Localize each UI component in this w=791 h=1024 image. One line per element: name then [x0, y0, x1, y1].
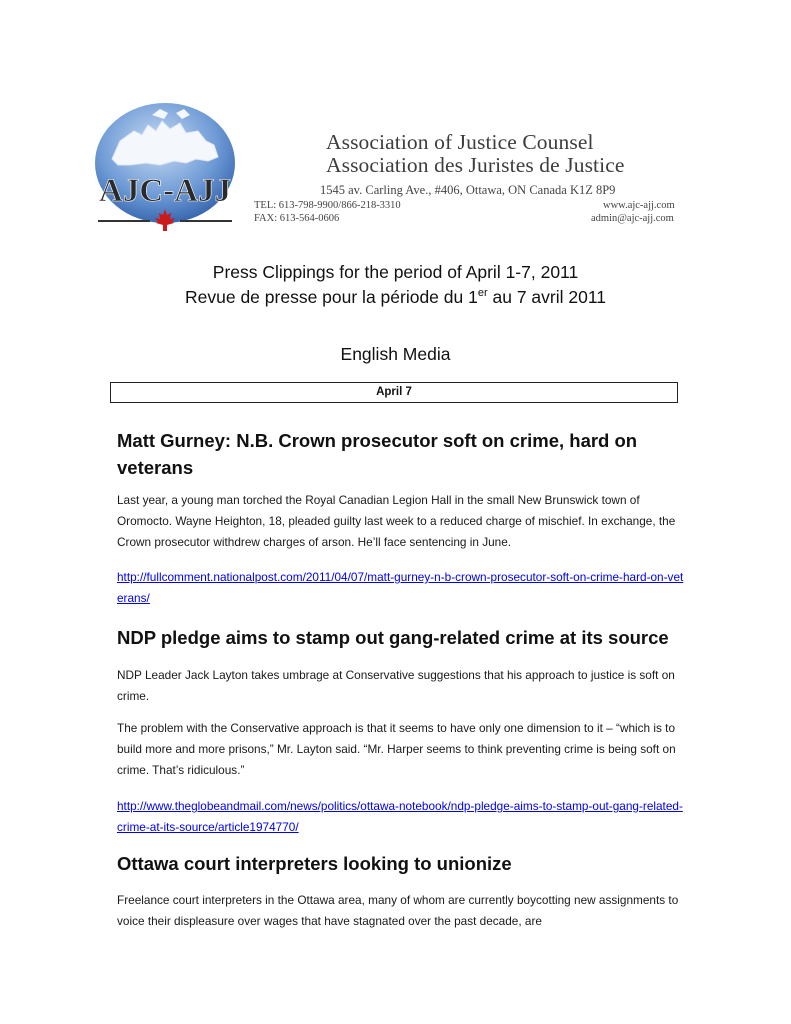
page-title: Press Clippings for the period of April 1-7, 2011: [212, 262, 579, 282]
org-phone: TEL: 613-798-9900/866-218-3310: [254, 200, 401, 211]
article-link[interactable]: http://www.theglobeandmail.com/news/politics/ottawa-notebook/ndp-pledge-aims-to-stamp-out-gang-related-crime-at-its-source/article1974770/: [117, 799, 683, 834]
org-fax: FAX: 613-564-0606: [254, 213, 340, 224]
subtitle-superscript: er: [477, 287, 488, 299]
subtitle-text-end: au 7 avril 2011: [487, 287, 606, 307]
org-name-en: Association of Justice Counsel: [326, 130, 594, 154]
article-paragraph: The problem with the Conservative approach is that it seems to have only one dimension to it – “which is to build more and more prisons,” Mr. Layton said. “Mr. Harper seems to think preventing crime is being soft on crime. That’s ridiculous.”: [117, 721, 676, 777]
article-headline: Ottawa court interpreters looking to unionize: [117, 853, 512, 874]
article-link[interactable]: http://fullcomment.nationalpost.com/2011/04/07/matt-gurney-n-b-crown-prosecutor-soft-on-crime-hard-on-veterans/: [117, 570, 684, 605]
page-subtitle: [0, 287, 791, 308]
org-email[interactable]: admin@ajc-ajj.com: [591, 213, 674, 224]
article-headline: NDP pledge aims to stamp out gang-related crime at its source: [117, 627, 669, 648]
date-banner: April 7: [110, 382, 678, 403]
article-headline: Matt Gurney: N.B. Crown prosecutor soft on crime, hard on veterans: [117, 430, 638, 478]
org-address: 1545 av. Carling Ave., #406, Ottawa, ON Canada K1Z 8P9: [320, 183, 616, 197]
org-website[interactable]: www.ajc-ajj.com: [603, 200, 675, 211]
ajc-ajj-logo: [90, 101, 240, 241]
section-title: English Media: [340, 344, 451, 364]
logo-text: AJC-AJJ: [99, 173, 231, 209]
subtitle-text: Revue de presse pour la période du 1: [185, 287, 478, 307]
article-paragraph: Freelance court interpreters in the Ottawa area, many of whom are currently boycotting new assignments to voice their displeasure over wages that have stagnated over the past decade, are: [117, 893, 679, 928]
article-paragraph: Last year, a young man torched the Royal Canadian Legion Hall in the small New Brunswick town of Oromocto. Wayne Heighton, 18, pleaded guilty last week to a reduced charge of mischief. In exchange, the Crown prosecutor withdrew charges of arson. He’ll face sentencing in June.: [117, 493, 676, 549]
article-paragraph: NDP Leader Jack Layton takes umbrage at Conservative suggestions that his approach to justice is soft on crime.: [117, 668, 675, 703]
org-name-fr: Association des Juristes de Justice: [326, 153, 625, 177]
